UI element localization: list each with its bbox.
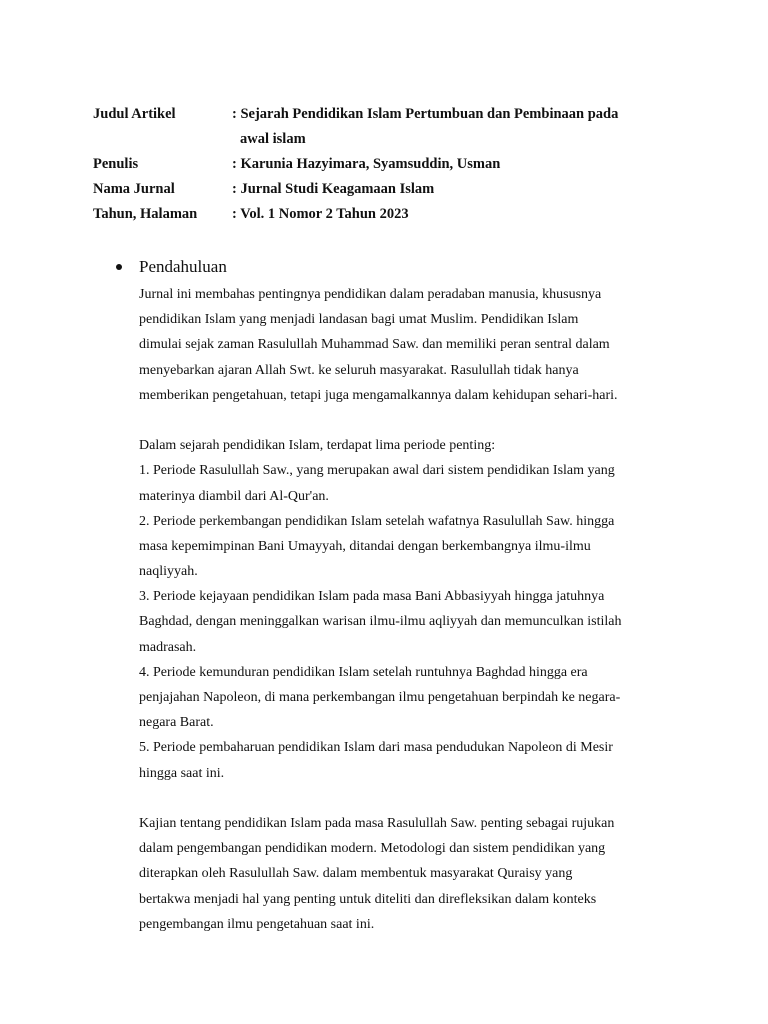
meta-value: Vol. 1 Nomor 2 Tahun 2023: [240, 206, 409, 222]
text-line: Kajian tentang pendidikan Islam pada masa Rasulullah Saw. penting sebagai rujukan: [139, 815, 615, 831]
meta-value-wrap: [232, 152, 693, 177]
meta-row-author: [93, 152, 693, 177]
text-line: dimulai sejak zaman Rasulullah Muhammad Saw. dan memiliki peran sentral dalam: [139, 337, 610, 353]
meta-value-wrap: [232, 202, 693, 227]
meta-value: Jurnal Studi Keagamaan Islam: [240, 181, 435, 197]
text-line: 5. Periode pembaharuan pendidikan Islam dari masa pendudukan Napoleon di Mesir: [139, 740, 613, 756]
meta-separator: :: [232, 106, 241, 122]
text-line: pendidikan Islam yang menjadi landasan bagi umat Muslim. Pendidikan Islam: [139, 312, 579, 328]
meta-row-title-continuation: [93, 127, 693, 152]
meta-label: Nama Jurnal: [93, 181, 175, 197]
section-header: [112, 254, 682, 280]
text-line: Jurnal ini membahas pentingnya pendidikan dalam peradaban manusia, khususnya: [139, 287, 602, 302]
text-line: naqliyyah.: [139, 564, 198, 580]
text-line: hingga saat ini.: [139, 765, 225, 781]
paragraph-intro: [139, 282, 679, 408]
bullet-icon: [116, 264, 122, 270]
paragraph-periods: [139, 433, 679, 786]
paragraph-gap: [139, 786, 679, 811]
text-line: bertakwa menjadi hal yang penting untuk diteliti dan direfleksikan dalam konteks: [139, 891, 597, 907]
meta-value-continuation: awal islam: [240, 131, 306, 147]
meta-label: Penulis: [93, 156, 139, 172]
text-line: masa kepemimpinan Bani Umayyah, ditandai dengan berkembangnya ilmu-ilmu: [139, 538, 591, 554]
meta-label: Tahun, Halaman: [93, 206, 198, 222]
paragraph-study: [139, 811, 679, 937]
text-line: pengembangan ilmu pengetahuan saat ini.: [139, 916, 375, 932]
text-line: menyebarkan ajaran Allah Swt. ke seluruh masyarakat. Rasulullah tidak hanya: [139, 362, 579, 378]
meta-row-title: [93, 102, 693, 127]
text-line: madrasah.: [139, 639, 197, 655]
meta-separator: :: [232, 156, 241, 172]
text-line: Baghdad, dengan meninggalkan warisan ilmu-ilmu aqliyyah dan memunculkan istilah: [139, 614, 622, 630]
meta-row-year: [93, 202, 693, 227]
body-text: [139, 282, 679, 937]
meta-value: Karunia Hazyimara, Syamsuddin, Usman: [240, 156, 501, 172]
article-metadata: [93, 102, 693, 227]
meta-label-empty: [93, 127, 232, 152]
text-line: penjajahan Napoleon, di mana perkembangan ilmu pengetahuan berpindah ke negara-: [139, 690, 621, 705]
text-line: 4. Periode kemunduran pendidikan Islam setelah runtuhnya Baghdad hingga era: [139, 664, 588, 680]
meta-separator: :: [232, 206, 241, 222]
text-line: diterapkan oleh Rasulullah Saw. dalam membentuk masyarakat Quraisy yang: [139, 866, 573, 882]
section-heading: Pendahuluan: [139, 257, 227, 276]
text-line: memberikan pengetahuan, tetapi juga mengamalkannya dalam kehidupan sehari-hari.: [139, 387, 618, 403]
text-line: 1. Periode Rasulullah Saw., yang merupakan awal dari sistem pendidikan Islam yang: [139, 463, 615, 479]
meta-value: Sejarah Pendidikan Islam Pertumbuan dan Pembinaan pada: [240, 106, 619, 122]
text-line: 3. Periode kejayaan pendidikan Islam pada masa Bani Abbasiyyah hingga jatuhnya: [139, 589, 605, 605]
meta-value-wrap: [232, 177, 693, 202]
text-line: materinya diambil dari Al-Qur'an.: [139, 488, 329, 504]
text-line: negara Barat.: [139, 715, 214, 731]
text-line: Dalam sejarah pendidikan Islam, terdapat lima periode penting:: [139, 438, 496, 454]
bullet-item: [112, 254, 682, 280]
text-line: dalam pengembangan pendidikan modern. Metodologi dan sistem pendidikan yang: [139, 841, 606, 857]
meta-row-journal: [93, 177, 693, 202]
meta-label: Judul Artikel: [93, 106, 176, 122]
meta-value-wrap: [232, 102, 693, 127]
text-line: 2. Periode perkembangan pendidikan Islam setelah wafatnya Rasulullah Saw. hingga: [139, 513, 615, 529]
meta-separator: :: [232, 181, 241, 197]
paragraph-gap: [139, 408, 679, 433]
